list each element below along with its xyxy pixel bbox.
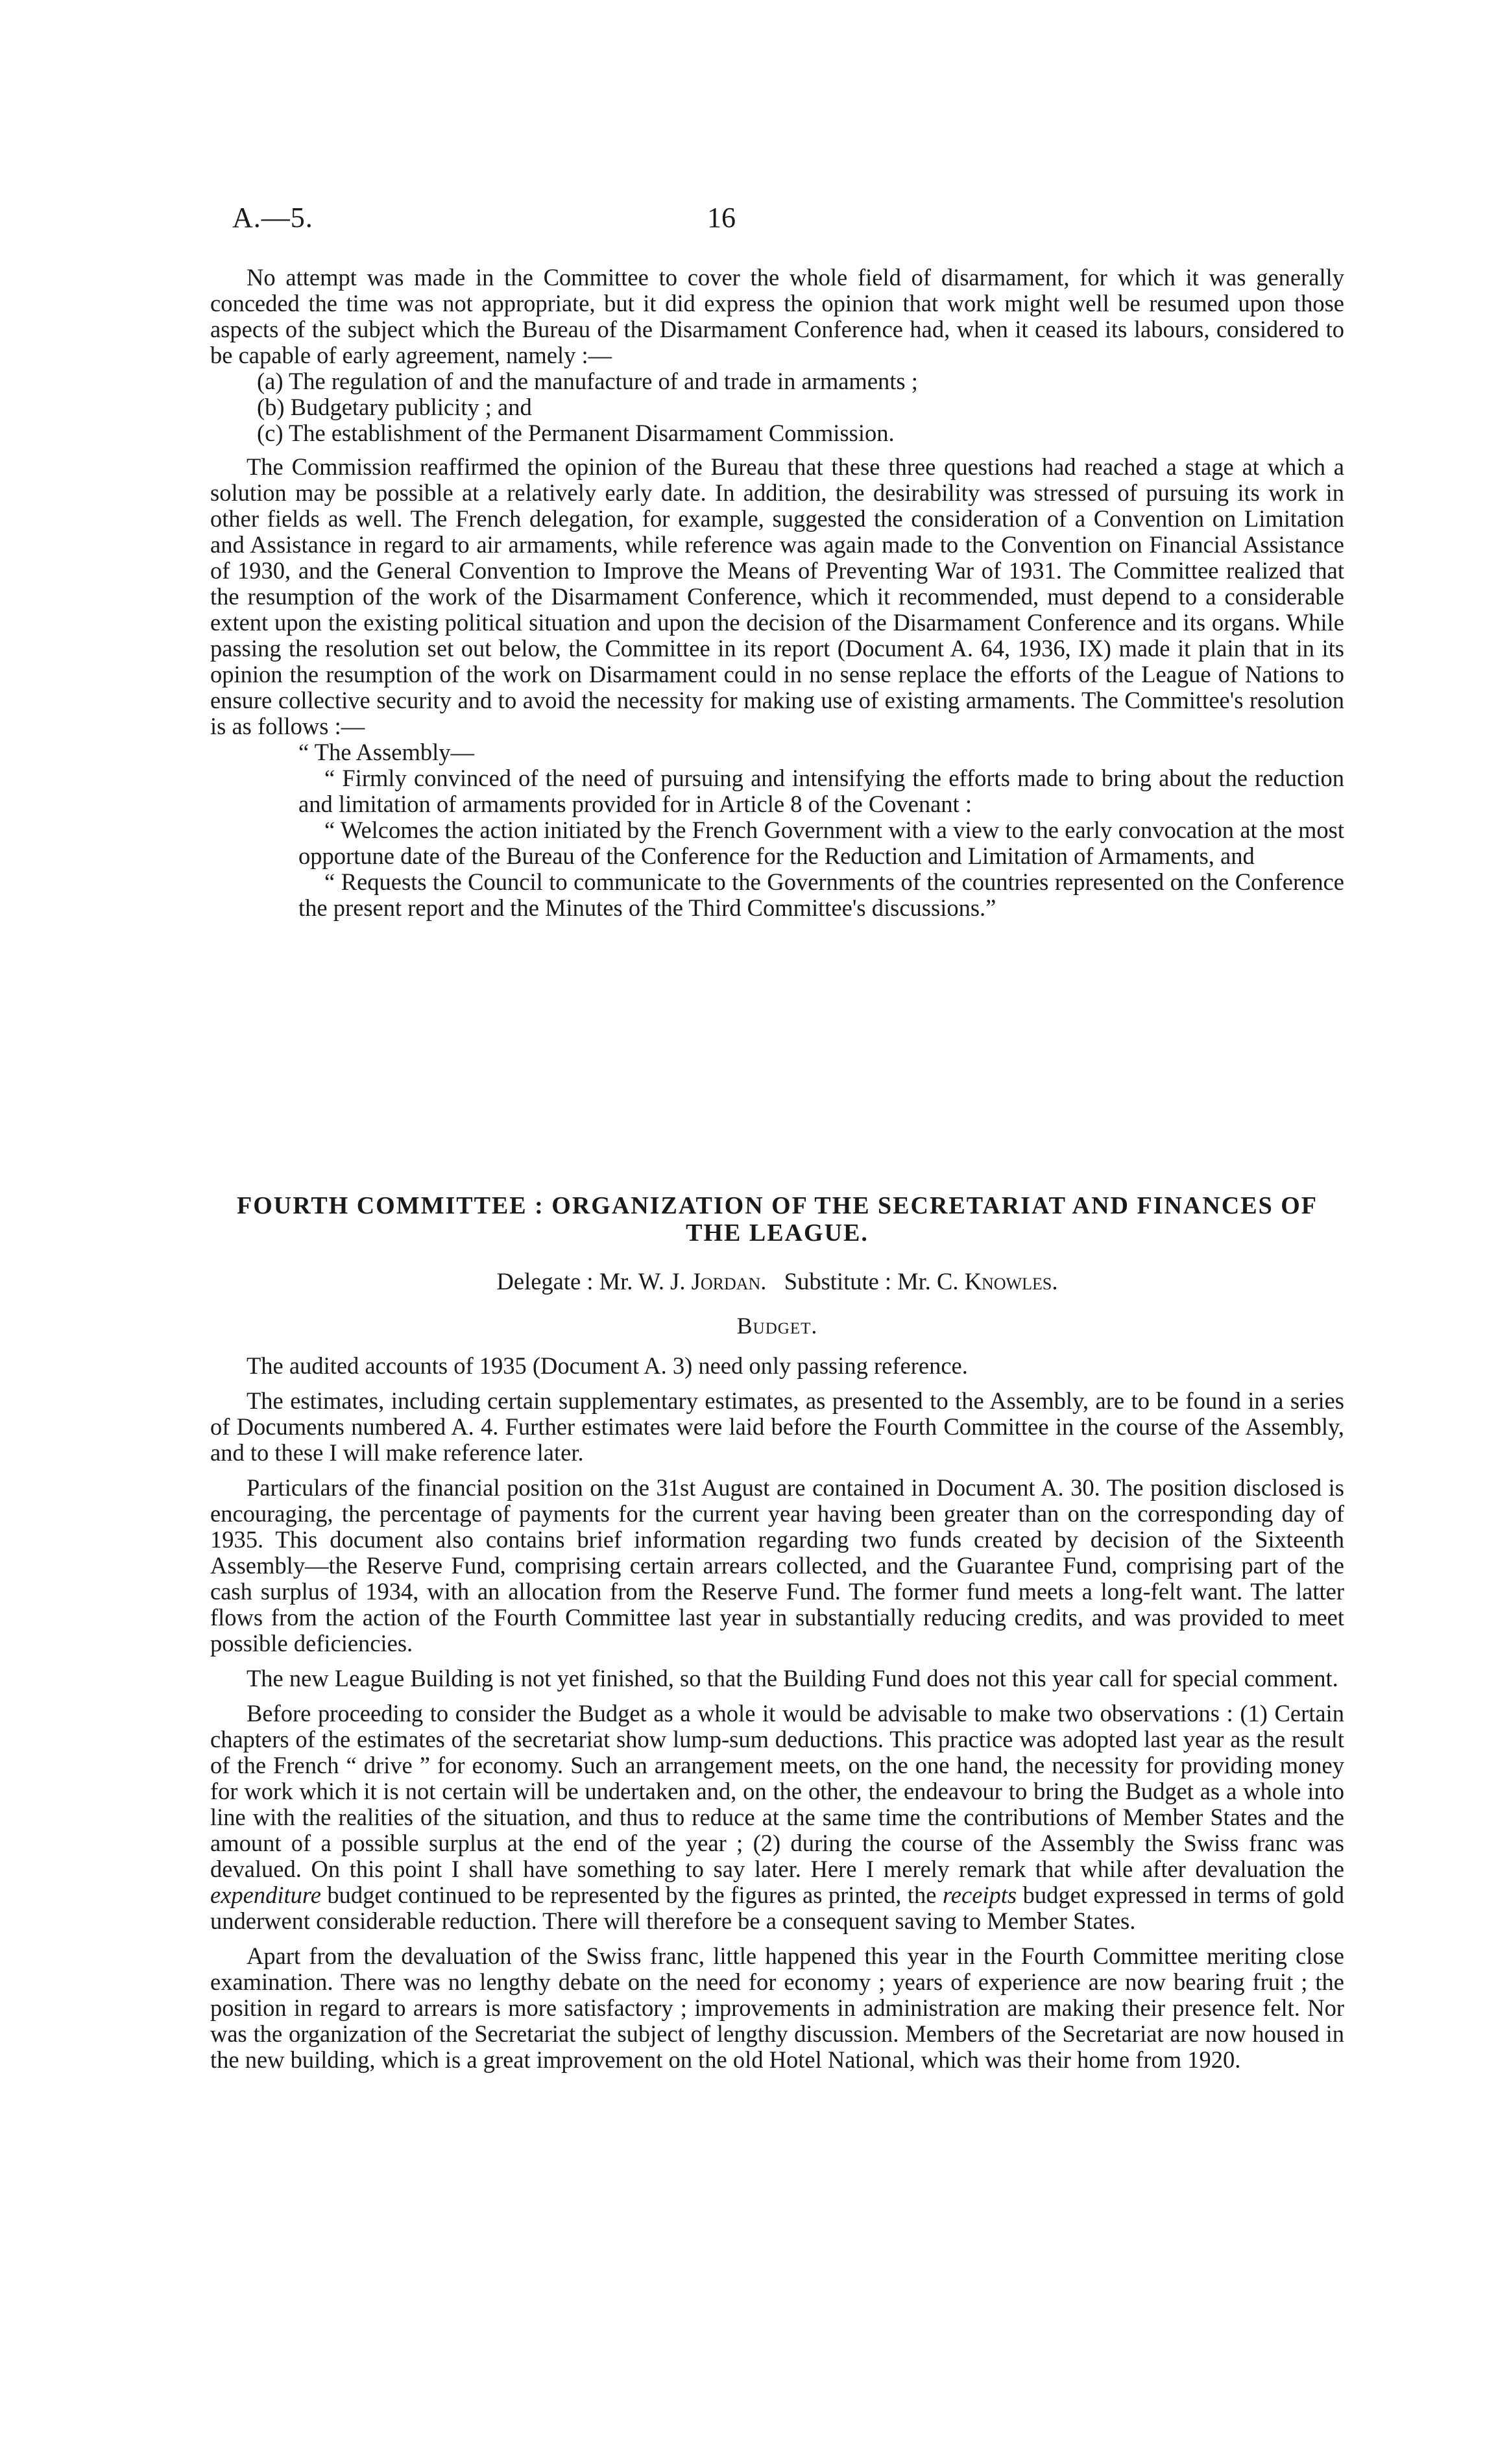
emphasis-expenditure: expenditure [210,1882,321,1908]
document-reference: A.—5. [232,202,313,233]
paragraph-text: Before proceeding to consider the Budget as a whole it would be advisable to make two observations : (1) Certain chapters of the estimates of the secretariat show lump-sum deductions. This practice was adopted last year as the result of the French “ drive ” for economy. Such an arrangement meets, on the one hand, the necessity for providing money for work which it is not certain will be undertaken and, on the other, the endeavour to bring the Budget as a whole into line with the realities of the situation, and thus to reduce at the same time the contributions of Member States and the amount of a possible surplus at the end of the year ; (2) during the course of the Assembly the Swiss franc was devalued. On this point I shall have something to say later. Here I merely remark that while after devaluation the [210,1700,1344,1882]
list-item: (b) Budgetary publicity ; and [257,394,532,420]
page-number: 16 [707,202,736,233]
paragraph: Apart from the devaluation of the Swiss franc, little happened this year in the Fourth Committee meriting close examination. There was no lengthy debate on the need for economy ; years of experience are now bearing fruit ; the position in regard to arrears is more satisfactory ; improvements in administration are making their presence felt. Nor was the organization of the Secretariat the subject of lengthy discussion. Members of the Secretariat are now housed in the new building, which is a great improvement on the old Hotel National, which was their home from 1920. [210,1943,1344,2073]
paragraph [210,1701,1344,1934]
paragraph-text: budget expressed in terms of gold underwent considerable reduction. There will therefore be a consequent saving to Member States. [210,1882,1345,1934]
quote-paragraph: “ Requests the Council to communicate to the Governments of the countries represented on the Conference the present report and the Minutes of the Third Committee's discussions.” [298,868,1344,921]
paragraph: The new League Building is not yet finished, so that the Building Fund does not this year call for special comment. [247,1665,1338,1692]
disarmament-section [210,265,1344,921]
list-item: (c) The establishment of the Permanent Disarmament Commission. [257,420,895,446]
substitute-surname: Knowles. [964,1268,1058,1295]
paragraph-text: budget continued to be represented by the figures as printed, the [327,1882,937,1908]
paragraph: The estimates, including certain supplementary estimates, as presented to the Assembly, are to be found in a series of Documents numbered A. 4. Further estimates were laid before the Fourth Committee in the course of the Assembly, and to these I will make reference later. [210,1387,1344,1466]
resolution-quote [210,739,1344,921]
section-title: FOURTH COMMITTEE : ORGANIZATION OF THE SECRETARIAT AND FINANCES OF THE LEAGUE. [237,1192,1318,1247]
quote-paragraph: “ Firmly convinced of the need of pursuing and intensifying the efforts made to bring about the reduction and limitation of armaments provided for in Article 8 of the Covenant : [298,765,1344,817]
fourth-committee-section [210,1192,1344,2082]
paragraph: Particulars of the financial position on the 31st August are contained in Document A. 30. The position disclosed is encouraging, the percentage of payments for the current year having been greater than on the corresponding day of 1935. This document also contains brief information regarding two funds created by decision of the Sixteenth Assembly—the Reserve Fund, comprising certain arrears collected, and the Guarantee Fund, comprising part of the cash surplus of 1934, with an allocation from the Reserve Fund. The former fund meets a long-felt want. The latter flows from the action of the Fourth Committee last year in substantially reducing credits, and was provided to meet possible deficiencies. [210,1474,1344,1657]
quote-heading: “ The Assembly— [298,739,475,765]
quote-paragraph: “ Welcomes the action initiated by the French Government with a view to the early convocation at the most opportune date of the Bureau of the Conference for the Reduction and Limitation of Armaments, and [298,817,1344,869]
list-item: (a) The regulation of and the manufacture of and trade in armaments ; [257,368,918,394]
delegate-surname: Jordan. [691,1268,767,1295]
agreement-list [210,368,1344,446]
commission-paragraph: The Commission reaffirmed the opinion of the Bureau that these three questions had reached a stage at which a solution may be possible at a relatively early date. In addition, the desirability was stressed of pursuing its work in other fields as well. The French delegation, for example, suggested the consideration of a Convention on Limitation and Assistance in regard to air armaments, while reference was again made to the Convention on Financial Assistance of 1930, and the General Convention to Improve the Means of Preventing War of 1931. The Committee realized that the resumption of the work of the Disarmament Conference, which it recommended, must depend to a considerable extent upon the existing political situation and upon the decision of the Disarmament Conference and its organs. While passing the resolution set out below, the Committee in its report (Document A. 64, 1936, IX) made it plain that in its opinion the resumption of the work on Disarmament could in no sense replace the efforts of the League of Nations to ensure collective security and to avoid the necessity for making use of existing armaments. The Committee's resolution is as follows :— [210,453,1344,739]
budget-heading: Budget. [736,1313,818,1339]
delegates-line [210,1269,1344,1295]
paragraph: The audited accounts of 1935 (Document A. 3) need only passing reference. [247,1352,968,1379]
delegate-name-prefix: Mr. W. J. [599,1268,686,1295]
intro-paragraph: No attempt was made in the Committee to cover the whole field of disarmament, for which it was generally conceded the time was not appropriate, but it did express the opinion that work might well be resumed upon those aspects of the subject which the Bureau of the Disarmament Conference had, when it ceased its labours, considered to be capable of early agreement, namely :— [210,264,1344,368]
substitute-name-prefix: Mr. C. [897,1268,959,1295]
delegate-label: Delegate : [496,1268,594,1295]
substitute-label: Substitute : [784,1268,892,1295]
emphasis-receipts: receipts [942,1882,1017,1908]
